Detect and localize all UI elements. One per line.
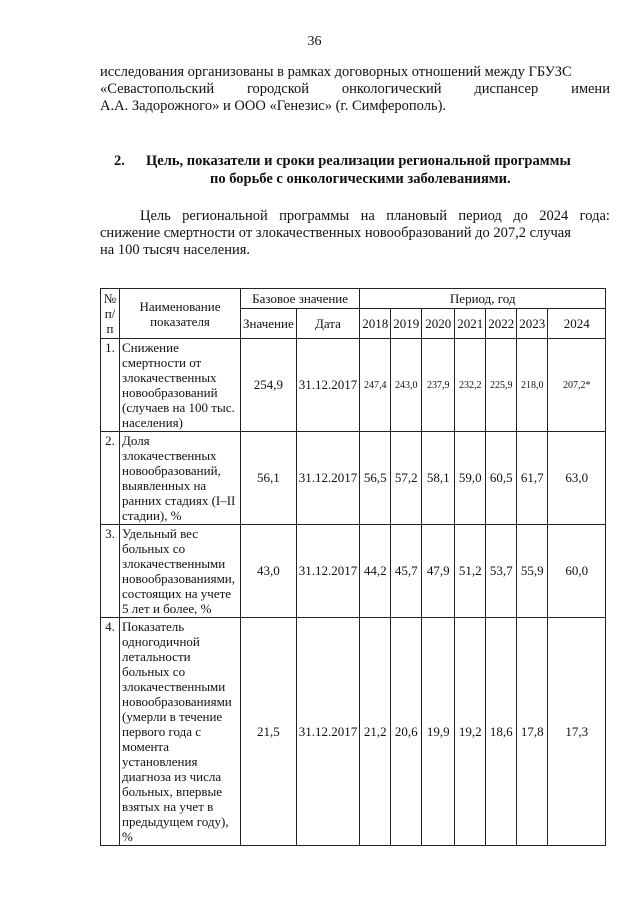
header-year: 2022 (486, 309, 517, 339)
year-value: 59,0 (455, 432, 486, 525)
goal-text: 2024 (539, 208, 569, 224)
row-number: 3. (101, 525, 120, 618)
intro-text: «Севастопольский (100, 81, 215, 97)
year-value: 51,2 (455, 525, 486, 618)
base-value: 21,5 (241, 618, 297, 846)
goal-text: снижение смертности от злокачественных новообразований до 207,2 случая (100, 225, 571, 241)
goal-line (100, 242, 610, 259)
header-indicator-name: Наименование показателя (120, 289, 241, 339)
header-value: Значение (241, 309, 297, 339)
intro-text: диспансер (474, 81, 539, 97)
goal-text: период (458, 208, 502, 224)
intro-text: имени (571, 81, 610, 97)
goal-text: до (513, 208, 528, 224)
indicator-name: Удельный вес больных со злокачественными новообразованиями, состоящих на учете 5 лет и более, % (120, 525, 241, 618)
header-period: Период, год (360, 289, 606, 309)
year-value: 47,9 (422, 525, 455, 618)
base-value: 254,9 (241, 339, 297, 432)
year-value: 60,5 (486, 432, 517, 525)
base-date: 31.12.2017 (296, 525, 360, 618)
year-value: 20,6 (391, 618, 422, 846)
row-number: 4. (101, 618, 120, 846)
goal-text: плановый (386, 208, 447, 224)
year-value: 57,2 (391, 432, 422, 525)
header-year: 2023 (517, 309, 548, 339)
intro-text: А.А. Задорожного» и ООО «Генезис» (г. Симферополь). (100, 98, 447, 114)
year-value: 225,9 (486, 339, 517, 432)
base-date: 31.12.2017 (296, 339, 360, 432)
year-value: 247,4 (360, 339, 391, 432)
year-value: 63,0 (548, 432, 606, 525)
year-value: 60,0 (548, 525, 606, 618)
year-value: 17,8 (517, 618, 548, 846)
intro-paragraph (100, 64, 610, 115)
base-value: 56,1 (241, 432, 297, 525)
header-date: Дата (296, 309, 360, 339)
year-value: 18,6 (486, 618, 517, 846)
indicator-name: Снижение смертности от злокачественных новообразований (случаев на 100 тыс. населения) (120, 339, 241, 432)
year-value: 53,7 (486, 525, 517, 618)
goal-line (100, 208, 610, 225)
header-year: 2024 (548, 309, 606, 339)
goal-text: года: (579, 208, 610, 224)
year-value: 44,2 (360, 525, 391, 618)
goal-text: на (360, 208, 375, 224)
intro-text: городской (246, 81, 310, 97)
goal-line (100, 225, 610, 242)
year-value: 58,1 (422, 432, 455, 525)
base-value: 43,0 (241, 525, 297, 618)
section-title-line2: по борьбе с онкологическими заболеваниями. (210, 171, 511, 187)
goal-text: Цель (140, 208, 171, 224)
header-year: 2021 (455, 309, 486, 339)
year-value: 207,2* (548, 339, 606, 432)
section-number: 2. (114, 153, 125, 169)
goal-text: на 100 тысяч населения. (100, 242, 251, 258)
table-row (101, 618, 606, 846)
goal-text: программы (279, 208, 350, 224)
year-value: 19,2 (455, 618, 486, 846)
header-base-value: Базовое значение (241, 289, 360, 309)
intro-text: онкологический (341, 81, 442, 97)
year-value: 56,5 (360, 432, 391, 525)
intro-line (100, 81, 610, 98)
header-number: № п/п (101, 289, 120, 339)
intro-line (100, 98, 610, 115)
year-value: 232,2 (455, 339, 486, 432)
goal-text: региональной (182, 208, 268, 224)
section-title-line1: Цель, показатели и сроки реализации региональной программы (146, 153, 571, 169)
year-value: 17,3 (548, 618, 606, 846)
year-value: 19,9 (422, 618, 455, 846)
header-year: 2018 (360, 309, 391, 339)
page-number: 36 (307, 34, 322, 49)
base-date: 31.12.2017 (296, 618, 360, 846)
row-number: 1. (101, 339, 120, 432)
table-row (101, 525, 606, 618)
table-row (101, 339, 606, 432)
header-year: 2019 (391, 309, 422, 339)
goal-paragraph (100, 208, 610, 259)
intro-text: исследования организованы в рамках договорных отношений между ГБУЗС (100, 64, 572, 80)
year-value: 55,9 (517, 525, 548, 618)
header-year: 2020 (422, 309, 455, 339)
indicator-name: Доля злокачественных новообразований, выявленных на ранних стадиях (I–II стадии), % (120, 432, 241, 525)
base-date: 31.12.2017 (296, 432, 360, 525)
intro-line (100, 64, 610, 81)
year-value: 243,0 (391, 339, 422, 432)
year-value: 218,0 (517, 339, 548, 432)
year-value: 45,7 (391, 525, 422, 618)
row-number: 2. (101, 432, 120, 525)
indicators-table (100, 288, 606, 846)
year-value: 21,2 (360, 618, 391, 846)
year-value: 61,7 (517, 432, 548, 525)
year-value: 237,9 (422, 339, 455, 432)
indicator-name: Показатель одногодичной летальности больных со злокачественными новообразованиями (умерли в течение первого года с момента установления диагноза из числа больных, впервые взятых на учет в предыдущем году), % (120, 618, 241, 846)
table-row (101, 432, 606, 525)
